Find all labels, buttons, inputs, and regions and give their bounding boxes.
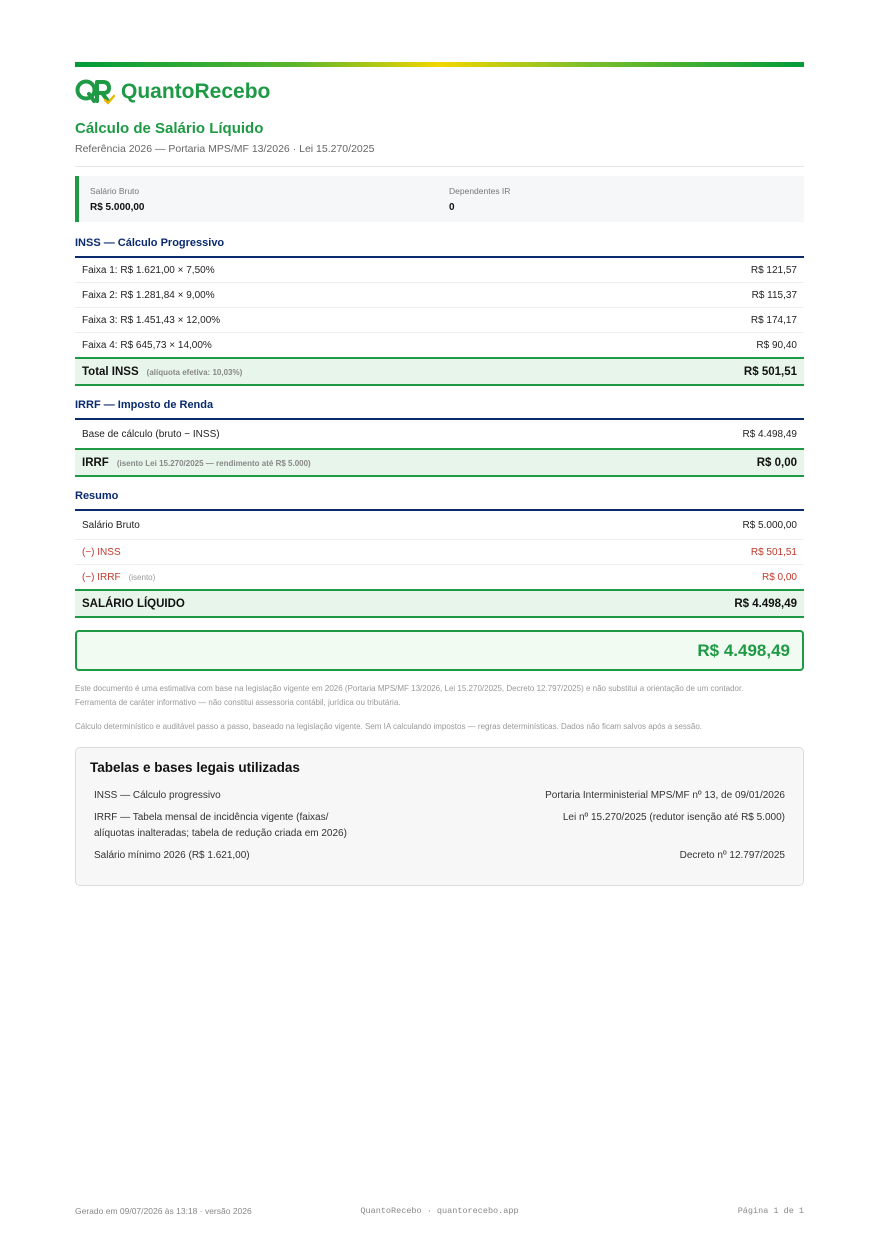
brand-header	[75, 77, 804, 107]
inss-band-value: R$ 121,57	[750, 264, 797, 276]
inss-band-label: Faixa 2: R$ 1.281,84 × 9,00%	[82, 289, 215, 301]
header-divider	[75, 166, 804, 167]
input-summary-panel	[75, 176, 804, 222]
legal-item-label: Salário mínimo 2026 (R$ 1.621,00)	[94, 850, 250, 861]
disclaimer-line: Cálculo determinístico e auditável passo a passo, baseado na legislação vigente. Sem IA calculando impostos — regras determinísticas. Dados não ficam salvos após a sessão.	[75, 722, 703, 731]
inss-band-value: R$ 115,37	[751, 289, 797, 301]
inss-effective-rate-note: (alíquota efetiva: 10,03%)	[146, 367, 243, 377]
legal-item-source: Portaria Interministerial MPS/MF nº 13, de 09/01/2026	[545, 790, 785, 801]
dependents-input	[439, 176, 799, 222]
irrf-total-label: IRRF	[82, 456, 109, 469]
irrf-total-value: R$ 0,00	[756, 456, 797, 469]
list-item	[90, 810, 789, 842]
brand-name: QuantoRecebo	[121, 80, 271, 103]
qr-check-logo-icon	[75, 77, 115, 107]
net-salary-row	[75, 589, 804, 618]
document-title: Cálculo de Salário Líquido	[75, 120, 264, 137]
list-item	[90, 848, 789, 864]
disclaimer-line: Ferramenta de caráter informativo — não constitui assessoria contábil, jurídica ou tributária.	[75, 698, 401, 707]
inss-section-title: INSS — Cálculo Progressivo	[75, 237, 804, 258]
disclaimer-line: Este documento é uma estimativa com base na legislação vigente em 2026 (Portaria MPS/MF 13/2026, Lei 15.270/2025, Decreto 12.797/2025) e não substitui a orientação de um contador.	[75, 684, 744, 693]
summary-irrf-note: (isento)	[128, 572, 156, 582]
inss-band-label: Faixa 3: R$ 1.451,43 × 12,00%	[82, 314, 221, 326]
table-row	[75, 565, 804, 589]
summary-inss-label: (−) INSS	[82, 546, 121, 558]
legal-bases-box	[75, 747, 804, 886]
inss-band-label: Faixa 1: R$ 1.621,00 × 7,50%	[82, 264, 215, 276]
inss-total-value: R$ 501,51	[743, 365, 797, 378]
document-page	[75, 62, 804, 886]
gross-salary-label: Salário Bruto	[90, 186, 140, 196]
table-row	[75, 540, 804, 565]
irrf-table	[75, 420, 804, 477]
inss-total-row	[75, 357, 804, 386]
inss-total-label: Total INSS	[82, 365, 139, 378]
irrf-exemption-note: (isento Lei 15.270/2025 — rendimento até R$ 5.000)	[116, 458, 311, 468]
table-row	[75, 420, 804, 448]
irrf-total-row	[75, 448, 804, 477]
table-row	[75, 283, 804, 308]
table-row	[75, 511, 804, 540]
summary-gross-value: R$ 5.000,00	[742, 519, 797, 531]
irrf-base-label: Base de cálculo (bruto − INSS)	[82, 428, 220, 440]
summary-gross-label: Salário Bruto	[82, 519, 140, 531]
document-reference: Referência 2026 — Portaria MPS/MF 13/2026 · Lei 15.270/2025	[75, 143, 375, 155]
gross-salary-input	[79, 176, 439, 222]
summary-table	[75, 511, 804, 618]
legal-item-source: Lei nº 15.270/2025 (redutor isenção até R$ 5.000)	[562, 812, 785, 823]
inss-band-value: R$ 90,40	[756, 339, 797, 351]
gross-salary-value: R$ 5.000,00	[90, 202, 145, 213]
footer-site: QuantoRecebo · quantorecebo.app	[360, 1206, 519, 1216]
legal-item-label: IRRF — Tabela mensal de incidência vigente (faixas/ alíquotas inalteradas; tabela de redução criada em 2026)	[94, 812, 347, 839]
table-row	[75, 308, 804, 333]
summary-inss-value: R$ 501,51	[750, 546, 797, 558]
net-salary-label: SALÁRIO LÍQUIDO	[82, 597, 185, 610]
footer-page-number: Página 1 de 1	[737, 1206, 804, 1216]
inss-band-label: Faixa 4: R$ 645,73 × 14,00%	[82, 339, 212, 351]
inss-table	[75, 258, 804, 386]
summary-irrf-value: R$ 0,00	[761, 571, 797, 583]
summary-irrf-label: (−) IRRF	[82, 571, 121, 583]
top-color-bar	[75, 62, 804, 67]
irrf-base-value: R$ 4.498,49	[742, 428, 797, 440]
list-item	[90, 788, 789, 804]
net-salary-highlight-box	[75, 630, 804, 671]
table-row	[75, 258, 804, 283]
legal-item-source: Decreto nº 12.797/2025	[679, 850, 785, 861]
net-salary-highlight-value: R$ 4.498,49	[697, 640, 790, 660]
inss-band-value: R$ 174,17	[750, 314, 797, 326]
legal-item-label: INSS — Cálculo progressivo	[94, 790, 221, 801]
page-footer	[75, 1206, 804, 1218]
disclaimer-text	[75, 682, 804, 734]
summary-section-title: Resumo	[75, 490, 804, 511]
net-salary-value: R$ 4.498,49	[734, 597, 797, 610]
legal-bases-title: Tabelas e bases legais utilizadas	[90, 760, 300, 775]
irrf-section-title: IRRF — Imposto de Renda	[75, 399, 804, 420]
dependents-value: 0	[449, 202, 455, 213]
footer-generated: Gerado em 09/07/2026 às 13:18 · versão 2026	[75, 1206, 252, 1216]
dependents-label: Dependentes IR	[449, 186, 511, 196]
table-row	[75, 333, 804, 357]
